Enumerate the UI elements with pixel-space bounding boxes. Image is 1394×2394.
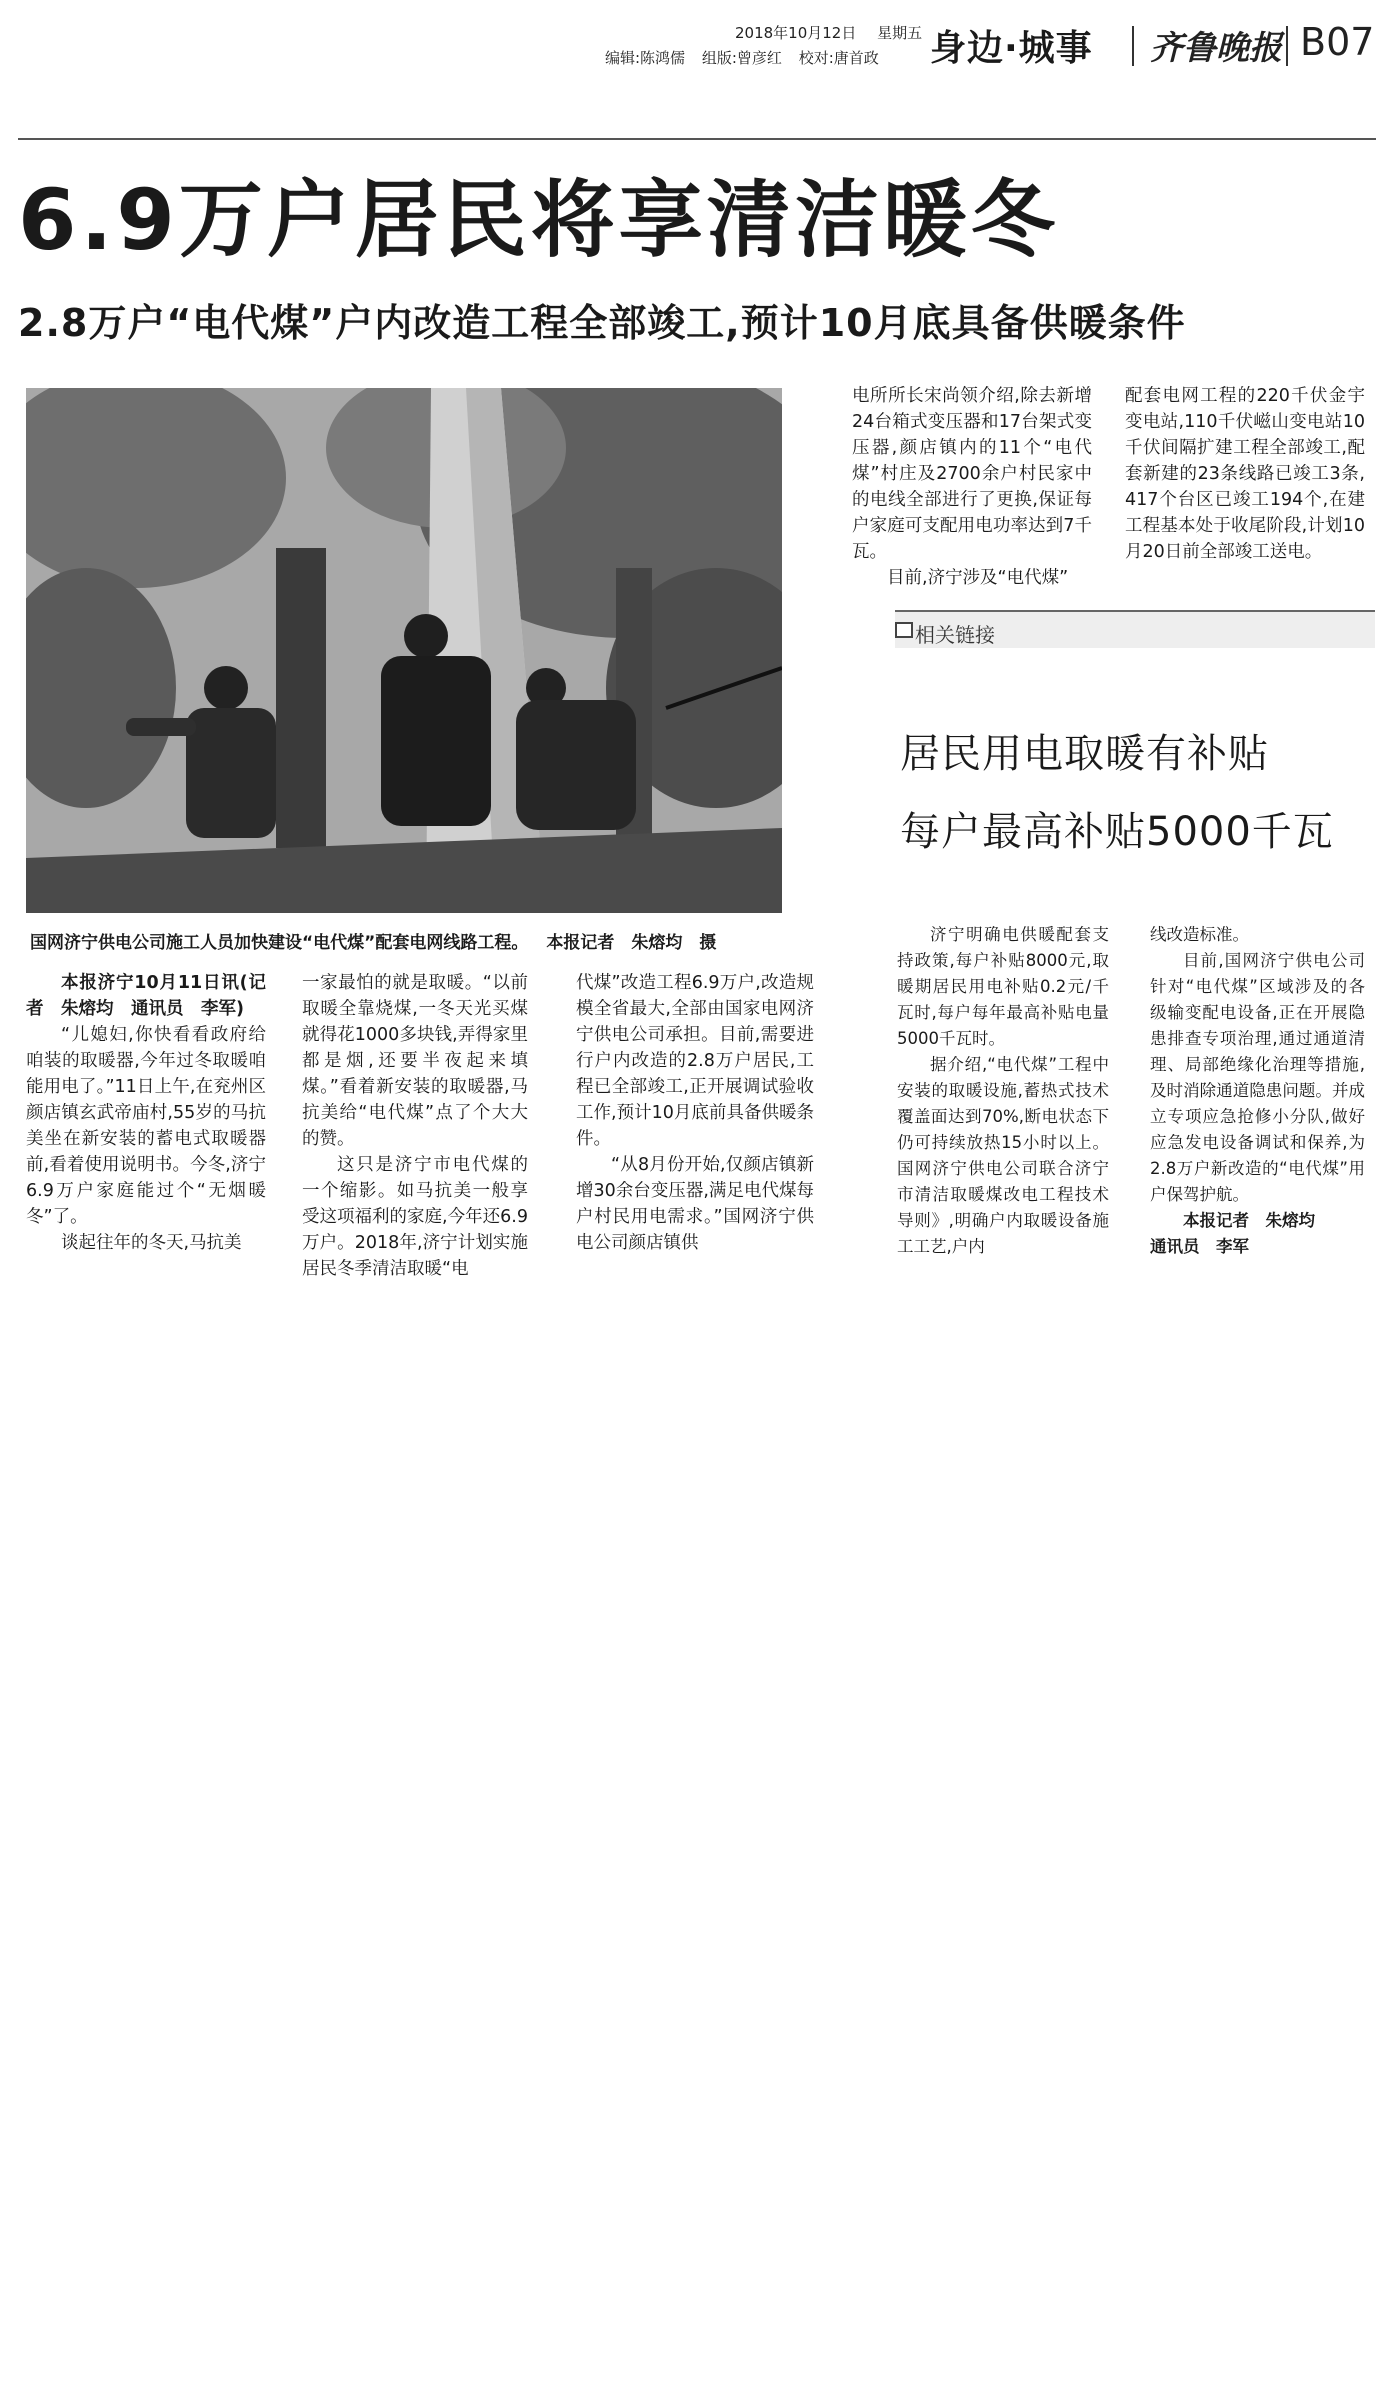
article-paragraph: 这只是济宁市电代煤的一个缩影。如马抗美一般享受这项福利的家庭,今年还6.9万户。2018年,济宁计划实施居民冬季清洁取暖“电 [302, 1155, 528, 1279]
article-paragraph: 配套电网工程的220千伏金宇变电站,110千伏嵫山变电站10千伏间隔扩建工程全部竣工,配套新建的23条线路已竣工3条,417个台区已竣工194个,在建工程基本处于收尾阶段,计划10月20日前全部竣工送电。 [1125, 386, 1365, 562]
page-number: B07 [1300, 20, 1375, 64]
article-paragraph: 电所所长宋尚领介绍,除去新增24台箱式变压器和17台架式变压器,颜店镇内的11个“电代煤”村庄及2700余户村民家中的电线全部进行了更换,保证每户家庭可支配用电功率达到7千瓦。 [852, 386, 1092, 562]
sidebar-byline-correspondent: 通讯员 李军 [1150, 1237, 1249, 1256]
sidebar-paragraph: 目前,国网济宁供电公司针对“电代煤”区域涉及的各级输变配电设备,正在开展隐患排查专项治理,通过通道清理、局部绝缘化治理等措施,及时消除通道隐患问题。并成立专项应急抢修小分队,做好应急发电设备调试和保养,为2.8万户新改造的“电代煤”用户保驾护航。 [1150, 951, 1365, 1204]
header-rule [18, 138, 1376, 140]
article-paragraph: “从8月份开始,仅颜店镇新增30余台变压器,满足电代煤每户村民用电需求。”国网济宁供电公司颜店镇供 [576, 1155, 814, 1253]
photo-caption [30, 928, 716, 953]
article-paragraph: 一家最怕的就是取暖。“以前取暖全靠烧煤,一冬天光买煤就得花1000多块钱,弄得家里都是烟,还要半夜起来填煤。”看着新安装的取暖器,马抗美给“电代煤”点了个大大的赞。 [302, 973, 528, 1149]
news-photo [26, 388, 782, 913]
sidebar-subtitle: 每户最高补贴5000千瓦 [900, 809, 1334, 855]
article-paragraph: 目前,济宁涉及“电代煤” [887, 568, 1069, 588]
issue-date-line [735, 22, 938, 43]
article-column-2 [302, 970, 528, 1282]
sidebar-byline-reporter: 本报记者 朱熔均 [1183, 1211, 1315, 1230]
proof-credit: 校对:唐首政 [798, 49, 879, 67]
caption-text: 国网济宁供电公司施工人员加快建设“电代煤”配套电网线路工程。 [30, 933, 529, 953]
article-paragraph: “儿媳妇,你快看看政府给咱装的取暖器,今年过冬取暖咱能用电了。”11日上午,在兖州区颜店镇玄武帝庙村,55岁的马抗美坐在新安装的蓄电式取暖器前,看着使用说明书。今冬,济宁6.9万户家庭能过个“无烟暖冬”了。 [26, 1025, 266, 1227]
editorial-credits [605, 47, 891, 68]
masthead-divider [1132, 26, 1134, 66]
article-column-5 [1125, 383, 1365, 565]
masthead-divider [1286, 26, 1288, 66]
article-dateline: 本报济宁10月11日讯(记者 朱熔均 通讯员 李军) [26, 973, 266, 1019]
subheadline: 2.8万户“电代煤”户内改造工程全部竣工,预计10月底具备供暖条件 [18, 301, 1186, 345]
layout-credit: 组版:曾彦红 [701, 49, 782, 67]
caption-credit: 本报记者 朱熔均 摄 [546, 933, 717, 953]
article-column-3 [576, 970, 814, 1256]
workers-on-pole-photo [26, 388, 782, 913]
related-links-header [895, 610, 1375, 648]
issue-date: 2018年10月12日 [735, 24, 857, 42]
section-title: 身边·城事 [930, 28, 1093, 69]
sidebar-paragraph: 济宁明确电供暖配套支持政策,每户补贴8000元,取暖期居民用电补贴0.2元/千瓦时,每户每年最高补贴电量5000千瓦时。 [897, 925, 1109, 1048]
headline: 6.9万户居民将享清洁暖冬 [18, 171, 1059, 269]
sidebar-paragraph: 线改造标准。 [1150, 925, 1249, 944]
link-box-icon [895, 622, 913, 638]
article-paragraph: 谈起往年的冬天,马抗美 [61, 1233, 242, 1253]
sidebar-paragraph: 据介绍,“电代煤”工程中安装的取暖设施,蓄热式技术覆盖面达到70%,断电状态下仍可持续放热15小时以上。国网济宁供电公司联合济宁市清洁取暖煤改电工程技术导则》,明确户内取暖设备施工工艺,户内 [897, 1055, 1109, 1256]
editor-credit: 编辑:陈鸿儒 [605, 49, 686, 67]
article-column-1 [26, 970, 266, 1256]
sidebar-column-2 [1150, 922, 1365, 1260]
issue-weekday: 星期五 [877, 24, 923, 42]
newspaper-logo: 齐鲁晚报 [1150, 28, 1282, 67]
sidebar-title: 居民用电取暖有补贴 [900, 731, 1269, 777]
article-column-4 [852, 383, 1092, 591]
related-links-label: 相关链接 [915, 623, 995, 647]
sidebar-column-1 [897, 922, 1109, 1260]
article-paragraph: 代煤”改造工程6.9万户,改造规模全省最大,全部由国家电网济宁供电公司承担。目前,需要进行户内改造的2.8万户居民,工程已全部竣工,正开展调试验收工作,预计10月底前具备供暖条件。 [576, 973, 814, 1149]
